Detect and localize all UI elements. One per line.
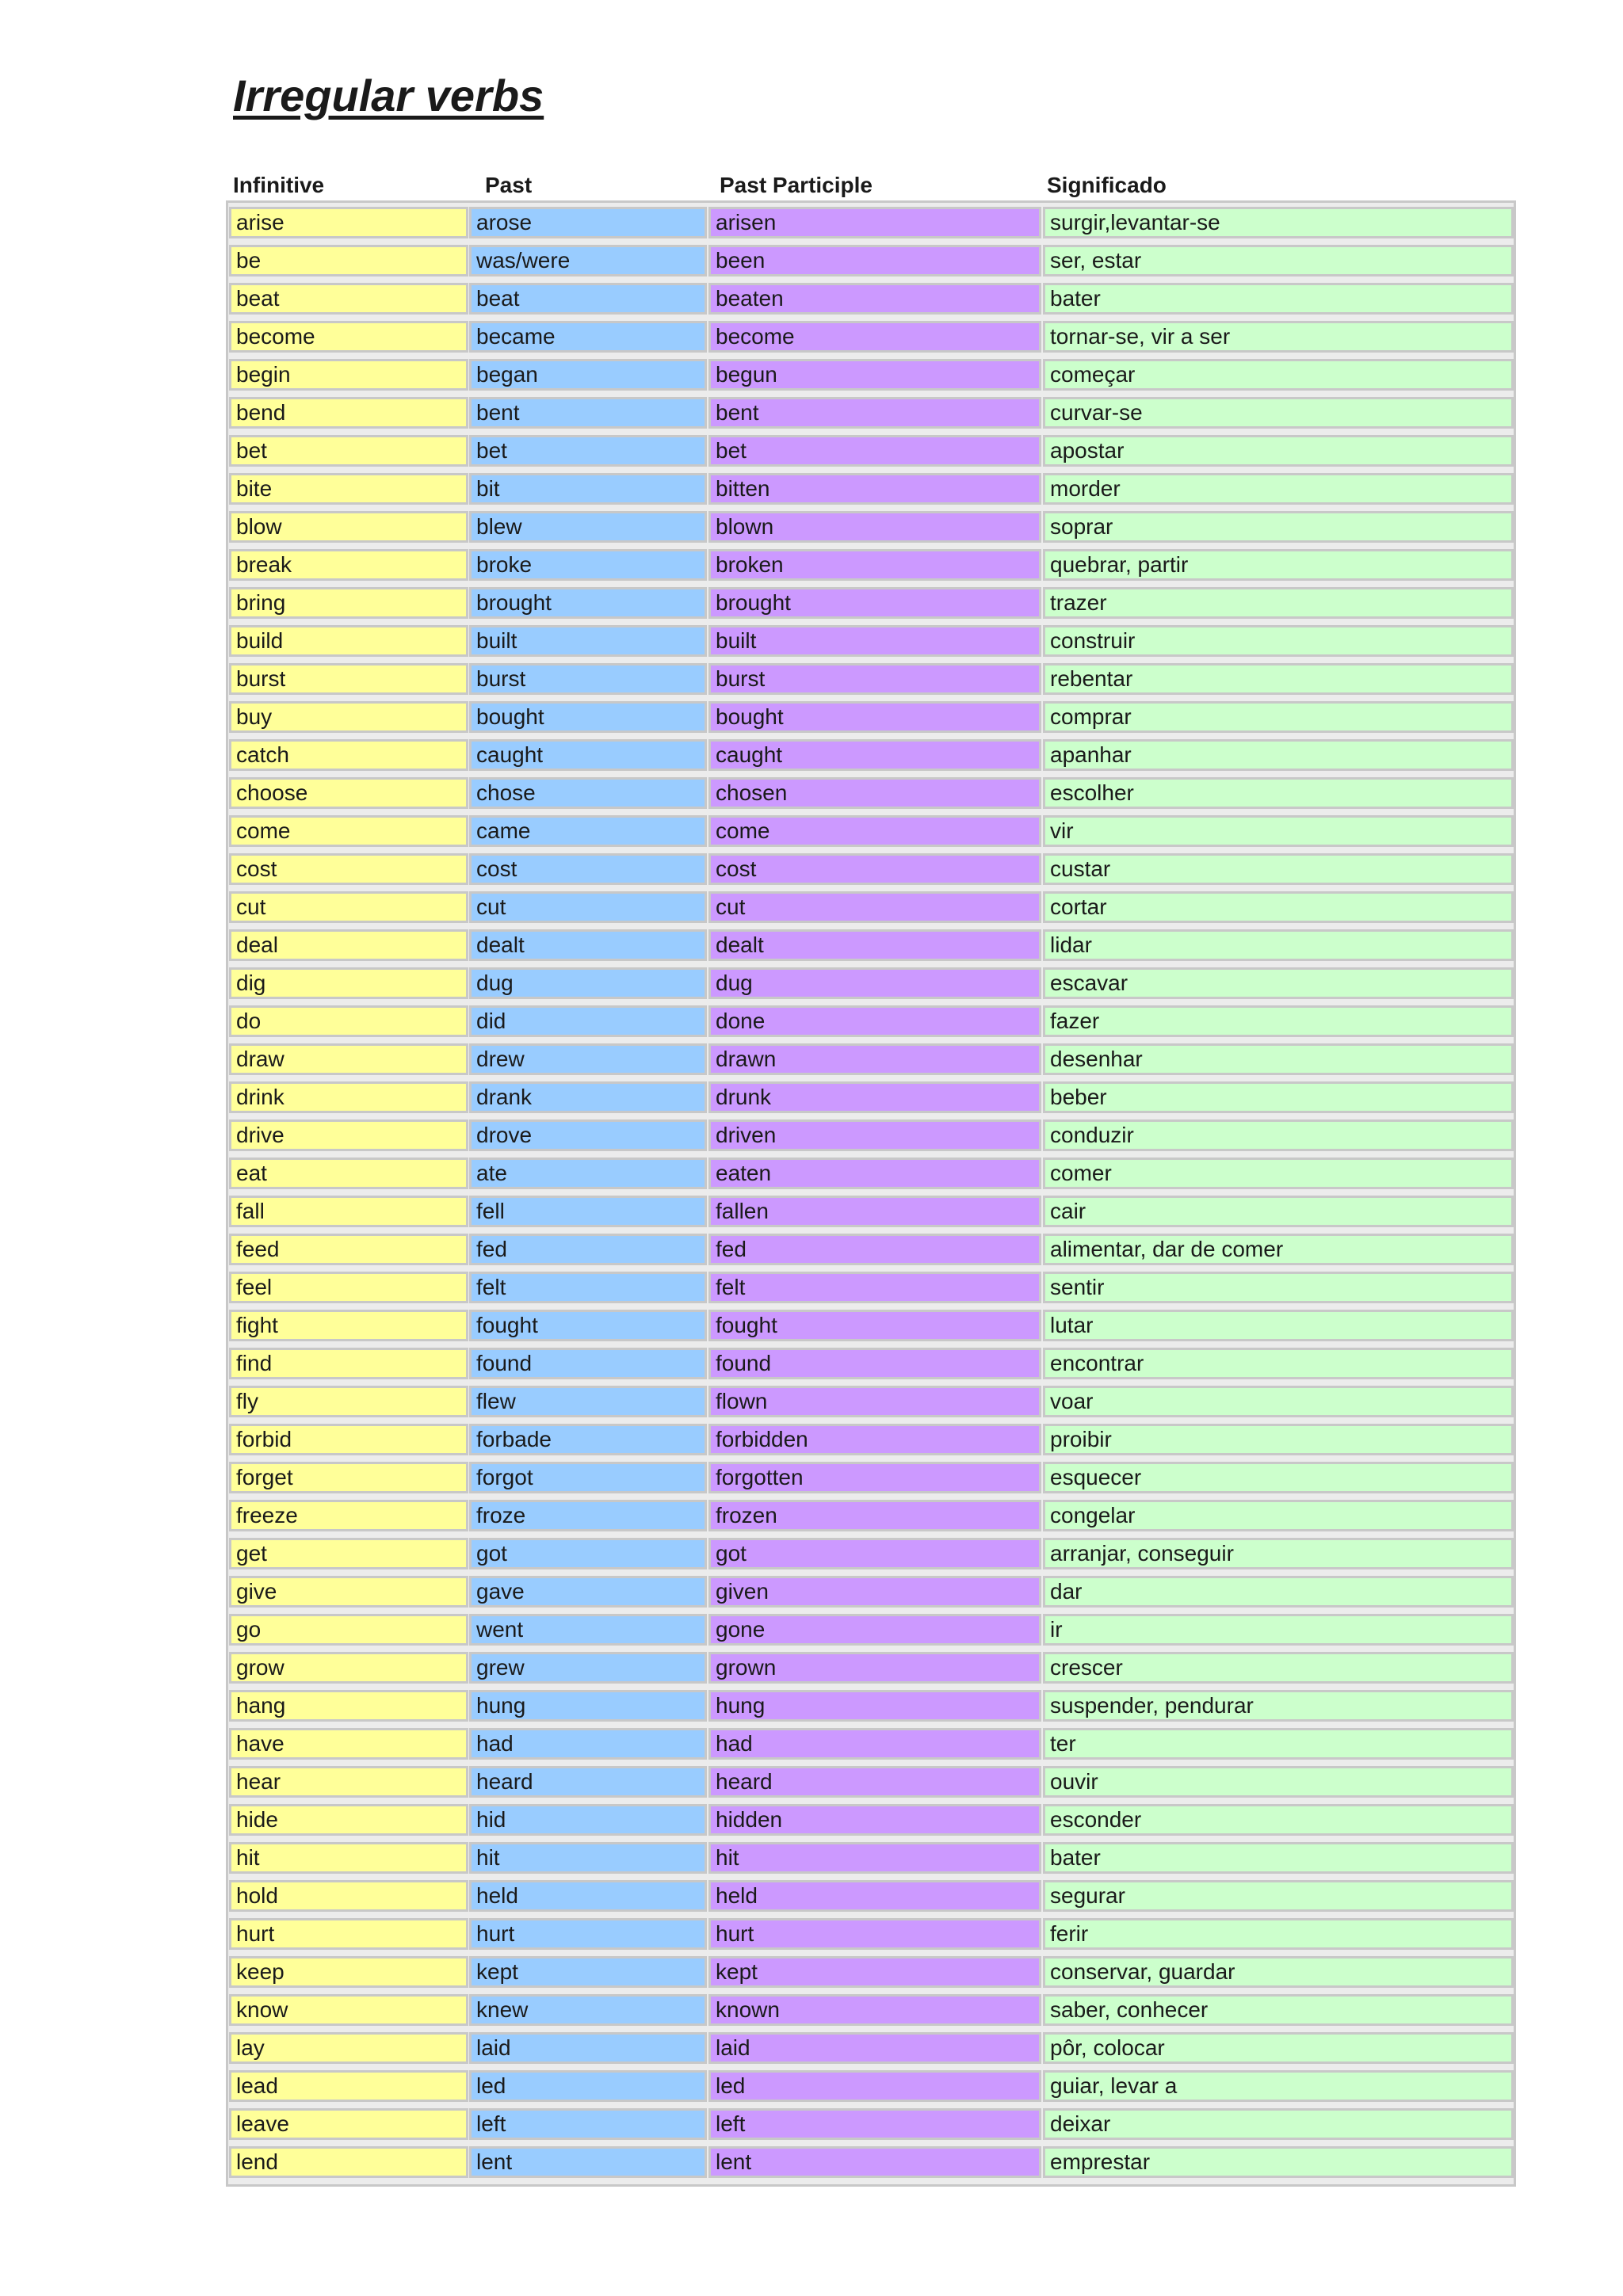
past-cell: forbade [469,1424,707,1455]
past-participle-cell: forbidden [708,1424,1041,1455]
infinitive-cell: hear [229,1766,468,1798]
significado-cell: deixar [1043,2108,1514,2140]
significado-cell: rebentar [1043,663,1514,695]
significado-cell: conduzir [1043,1119,1514,1151]
significado-cell: lidar [1043,929,1514,961]
infinitive-cell: come [229,815,468,847]
infinitive-cell: hit [229,1842,468,1874]
past-cell: led [469,2070,707,2102]
past-cell: brought [469,587,707,619]
past-cell: kept [469,1956,707,1988]
table-row [0,1649,1623,1687]
significado-cell: esquecer [1043,1462,1514,1493]
past-cell: got [469,1538,707,1569]
infinitive-cell: leave [229,2108,468,2140]
past-participle-cell: done [708,1005,1041,1037]
significado-cell: ser, estar [1043,245,1514,277]
past-participle-cell: given [708,1576,1041,1608]
infinitive-cell: get [229,1538,468,1569]
significado-cell: surgir,levantar-se [1043,207,1514,238]
significado-cell: quebrar, partir [1043,549,1514,581]
infinitive-cell: cut [229,891,468,923]
past-participle-cell: fed [708,1234,1041,1265]
table-row [0,736,1623,774]
past-participle-cell: fought [708,1310,1041,1341]
significado-cell: beber [1043,1081,1514,1113]
past-cell: froze [469,1500,707,1531]
infinitive-cell: go [229,1614,468,1646]
infinitive-cell: lend [229,2146,468,2178]
table-row [0,1002,1623,1040]
past-participle-cell: come [708,815,1041,847]
significado-cell: bater [1043,1842,1514,1874]
past-participle-cell: forgotten [708,1462,1041,1493]
past-participle-cell: been [708,245,1041,277]
significado-cell: custar [1043,853,1514,885]
infinitive-cell: feel [229,1272,468,1303]
table-row [0,584,1623,622]
infinitive-cell: lay [229,2032,468,2064]
significado-cell: comer [1043,1158,1514,1189]
table-row [0,242,1623,280]
table-row [0,774,1623,812]
past-participle-cell: kept [708,1956,1041,1988]
significado-cell: proibir [1043,1424,1514,1455]
past-cell: did [469,1005,707,1037]
infinitive-cell: fly [229,1386,468,1417]
table-row [0,1573,1623,1611]
table-row [0,2143,1623,2181]
past-cell: hurt [469,1918,707,1950]
past-cell: fought [469,1310,707,1341]
table-row [0,1306,1623,1344]
infinitive-cell: bite [229,473,468,505]
page-title: Irregular verbs [233,71,544,120]
past-cell: bit [469,473,707,505]
table-row [0,318,1623,356]
table-row [0,964,1623,1002]
significado-cell: alimentar, dar de comer [1043,1234,1514,1265]
header-past-participle: Past Participle [720,173,873,197]
header-infinitive: Infinitive [233,173,325,197]
table-row [0,1687,1623,1725]
infinitive-cell: burst [229,663,468,695]
past-cell: lent [469,2146,707,2178]
past-participle-cell: had [708,1728,1041,1760]
past-cell: knew [469,1994,707,2026]
past-cell: grew [469,1652,707,1684]
past-participle-cell: bitten [708,473,1041,505]
table-row [0,1801,1623,1839]
past-cell: laid [469,2032,707,2064]
past-participle-cell: hit [708,1842,1041,1874]
infinitive-cell: deal [229,929,468,961]
past-cell: was/were [469,245,707,277]
significado-cell: pôr, colocar [1043,2032,1514,2064]
significado-cell: lutar [1043,1310,1514,1341]
infinitive-cell: drive [229,1119,468,1151]
past-participle-cell: felt [708,1272,1041,1303]
table-row [0,1154,1623,1192]
table-row [0,1877,1623,1915]
past-participle-cell: drawn [708,1043,1041,1075]
table-row [0,622,1623,660]
past-participle-cell: broken [708,549,1041,581]
significado-cell: guiar, levar a [1043,2070,1514,2102]
past-participle-cell: dealt [708,929,1041,961]
infinitive-cell: hold [229,1880,468,1912]
table-row [0,698,1623,736]
past-participle-cell: hurt [708,1918,1041,1950]
infinitive-cell: forbid [229,1424,468,1455]
past-cell: cut [469,891,707,923]
past-participle-cell: found [708,1348,1041,1379]
infinitive-cell: keep [229,1956,468,1988]
past-cell: bet [469,435,707,467]
past-cell: flew [469,1386,707,1417]
past-cell: drew [469,1043,707,1075]
significado-cell: morder [1043,473,1514,505]
significado-cell: emprestar [1043,2146,1514,2178]
past-participle-cell: gone [708,1614,1041,1646]
infinitive-cell: give [229,1576,468,1608]
past-participle-cell: become [708,321,1041,353]
significado-cell: apanhar [1043,739,1514,771]
significado-cell: desenhar [1043,1043,1514,1075]
table-row [0,432,1623,470]
table-row [0,1116,1623,1154]
past-cell: broke [469,549,707,581]
table-row [0,1383,1623,1421]
significado-cell: voar [1043,1386,1514,1417]
past-participle-cell: blown [708,511,1041,543]
significado-cell: curvar-se [1043,397,1514,429]
past-participle-cell: burst [708,663,1041,695]
significado-cell: trazer [1043,587,1514,619]
table-row [0,1725,1623,1763]
table-row [0,1459,1623,1497]
significado-cell: encontrar [1043,1348,1514,1379]
infinitive-cell: bet [229,435,468,467]
past-cell: blew [469,511,707,543]
header-past: Past [485,173,533,197]
infinitive-cell: bend [229,397,468,429]
table-row [0,850,1623,888]
past-cell: beat [469,283,707,315]
past-cell: caught [469,739,707,771]
infinitive-cell: fight [229,1310,468,1341]
past-participle-cell: cut [708,891,1041,923]
infinitive-cell: eat [229,1158,468,1189]
significado-cell: tornar-se, vir a ser [1043,321,1514,353]
infinitive-cell: cost [229,853,468,885]
infinitive-cell: freeze [229,1500,468,1531]
significado-cell: saber, conhecer [1043,1994,1514,2026]
past-participle-cell: lent [708,2146,1041,2178]
table-row [0,1535,1623,1573]
significado-cell: sentir [1043,1272,1514,1303]
significado-cell: ir [1043,1614,1514,1646]
past-cell: dug [469,967,707,999]
past-participle-cell: dug [708,967,1041,999]
past-participle-cell: heard [708,1766,1041,1798]
past-cell: hid [469,1804,707,1836]
table-row [0,1839,1623,1877]
past-cell: hung [469,1690,707,1722]
infinitive-cell: break [229,549,468,581]
past-participle-cell: got [708,1538,1041,1569]
table-row [0,1763,1623,1801]
table-row [0,204,1623,242]
infinitive-cell: be [229,245,468,277]
table-row [0,1268,1623,1306]
table-row [0,1497,1623,1535]
table-row [0,2067,1623,2105]
significado-cell: fazer [1043,1005,1514,1037]
infinitive-cell: buy [229,701,468,733]
significado-cell: começar [1043,359,1514,391]
past-cell: came [469,815,707,847]
table-row [0,470,1623,508]
table-row [0,1192,1623,1230]
significado-cell: conservar, guardar [1043,1956,1514,1988]
past-cell: found [469,1348,707,1379]
past-participle-cell: drunk [708,1081,1041,1113]
past-cell: forgot [469,1462,707,1493]
past-cell: cost [469,853,707,885]
past-participle-cell: laid [708,2032,1041,2064]
table-row [0,2029,1623,2067]
infinitive-cell: hurt [229,1918,468,1950]
past-cell: had [469,1728,707,1760]
significado-cell: arranjar, conseguir [1043,1538,1514,1569]
past-cell: fell [469,1196,707,1227]
past-cell: dealt [469,929,707,961]
table-row [0,356,1623,394]
significado-cell: apostar [1043,435,1514,467]
significado-cell: segurar [1043,1880,1514,1912]
past-participle-cell: caught [708,739,1041,771]
past-cell: held [469,1880,707,1912]
past-cell: burst [469,663,707,695]
significado-cell: escolher [1043,777,1514,809]
table-row [0,1344,1623,1383]
significado-cell: crescer [1043,1652,1514,1684]
past-cell: arose [469,207,707,238]
past-participle-cell: grown [708,1652,1041,1684]
table-row [0,394,1623,432]
infinitive-cell: do [229,1005,468,1037]
past-cell: drank [469,1081,707,1113]
past-participle-cell: known [708,1994,1041,2026]
infinitive-cell: blow [229,511,468,543]
table-row [0,546,1623,584]
table-row [0,1915,1623,1953]
past-cell: fed [469,1234,707,1265]
infinitive-cell: bring [229,587,468,619]
significado-cell: bater [1043,283,1514,315]
past-participle-cell: beaten [708,283,1041,315]
table-row [0,1421,1623,1459]
significado-cell: escavar [1043,967,1514,999]
infinitive-cell: have [229,1728,468,1760]
infinitive-cell: catch [229,739,468,771]
past-cell: hit [469,1842,707,1874]
significado-cell: esconder [1043,1804,1514,1836]
infinitive-cell: draw [229,1043,468,1075]
past-cell: bent [469,397,707,429]
verbs-table [0,204,1623,2181]
past-cell: chose [469,777,707,809]
past-participle-cell: fallen [708,1196,1041,1227]
infinitive-cell: beat [229,283,468,315]
past-cell: felt [469,1272,707,1303]
table-row [0,508,1623,546]
past-cell: drove [469,1119,707,1151]
past-participle-cell: chosen [708,777,1041,809]
table-row [0,1611,1623,1649]
past-participle-cell: built [708,625,1041,657]
infinitive-cell: choose [229,777,468,809]
infinitive-cell: build [229,625,468,657]
significado-cell: cortar [1043,891,1514,923]
table-row [0,1230,1623,1268]
infinitive-cell: become [229,321,468,353]
significado-cell: dar [1043,1576,1514,1608]
past-participle-cell: led [708,2070,1041,2102]
past-participle-cell: arisen [708,207,1041,238]
significado-cell: ferir [1043,1918,1514,1950]
infinitive-cell: begin [229,359,468,391]
past-participle-cell: hung [708,1690,1041,1722]
table-row [0,812,1623,850]
significado-cell: comprar [1043,701,1514,733]
past-cell: bought [469,701,707,733]
column-headers [0,173,1623,204]
infinitive-cell: dig [229,967,468,999]
significado-cell: ter [1043,1728,1514,1760]
infinitive-cell: arise [229,207,468,238]
past-cell: ate [469,1158,707,1189]
infinitive-cell: find [229,1348,468,1379]
significado-cell: vir [1043,815,1514,847]
past-participle-cell: held [708,1880,1041,1912]
infinitive-cell: drink [229,1081,468,1113]
past-participle-cell: frozen [708,1500,1041,1531]
past-cell: became [469,321,707,353]
past-participle-cell: begun [708,359,1041,391]
infinitive-cell: lead [229,2070,468,2102]
infinitive-cell: hide [229,1804,468,1836]
past-cell: began [469,359,707,391]
past-participle-cell: bent [708,397,1041,429]
past-participle-cell: left [708,2108,1041,2140]
past-participle-cell: driven [708,1119,1041,1151]
significado-cell: soprar [1043,511,1514,543]
table-row [0,660,1623,698]
table-row [0,888,1623,926]
significado-cell: suspender, pendurar [1043,1690,1514,1722]
past-participle-cell: brought [708,587,1041,619]
infinitive-cell: know [229,1994,468,2026]
past-cell: left [469,2108,707,2140]
infinitive-cell: feed [229,1234,468,1265]
past-participle-cell: eaten [708,1158,1041,1189]
past-participle-cell: bought [708,701,1041,733]
infinitive-cell: forget [229,1462,468,1493]
infinitive-cell: fall [229,1196,468,1227]
table-row [0,926,1623,964]
table-row [0,2105,1623,2143]
table-row [0,1078,1623,1116]
infinitive-cell: grow [229,1652,468,1684]
past-cell: went [469,1614,707,1646]
table-row [0,1040,1623,1078]
table-row [0,1991,1623,2029]
past-participle-cell: flown [708,1386,1041,1417]
table-row [0,1953,1623,1991]
past-cell: gave [469,1576,707,1608]
significado-cell: cair [1043,1196,1514,1227]
infinitive-cell: hang [229,1690,468,1722]
past-cell: built [469,625,707,657]
past-cell: heard [469,1766,707,1798]
past-participle-cell: hidden [708,1804,1041,1836]
significado-cell: congelar [1043,1500,1514,1531]
significado-cell: construir [1043,625,1514,657]
significado-cell: ouvir [1043,1766,1514,1798]
past-participle-cell: cost [708,853,1041,885]
past-participle-cell: bet [708,435,1041,467]
header-significado: Significado [1047,173,1167,197]
table-row [0,280,1623,318]
